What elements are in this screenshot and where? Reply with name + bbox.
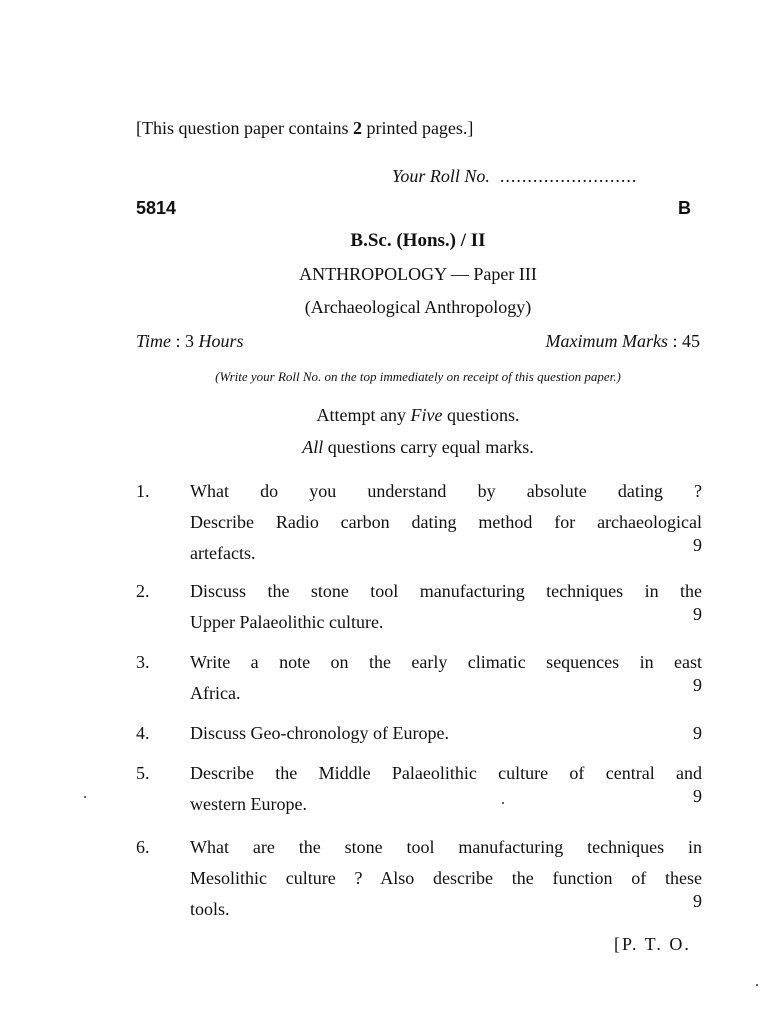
- course-title: B.Sc. (Hons.) / II: [350, 230, 486, 251]
- question-line: What do you understand by absolute dating ?: [190, 481, 702, 501]
- attempt-instruction: [0, 405, 768, 426]
- question-line: Discuss the stone tool manufacturing techniques in the: [190, 581, 702, 601]
- question-marks: 9: [693, 891, 702, 911]
- question-marks: 9: [693, 535, 702, 555]
- note-prefix: [This question paper contains: [136, 118, 349, 138]
- roll-number-line: [392, 166, 637, 187]
- question-line: artefacts.: [190, 543, 256, 563]
- scan-speck: [502, 802, 504, 804]
- question-number: 4.: [136, 723, 150, 743]
- equal-marks-instruction: [0, 437, 768, 458]
- question-text: [190, 758, 702, 820]
- question-line: Describe the Middle Palaeolithic culture of central and: [190, 763, 702, 783]
- marks-label: Maximum Marks: [545, 331, 668, 351]
- roll-label: Your Roll No.: [392, 166, 490, 186]
- roll-instruction: (Write your Roll No. on the top immediately on receipt of this question paper.): [215, 369, 621, 384]
- attempt-post: questions.: [442, 405, 520, 425]
- question-text: [190, 476, 702, 569]
- question-marks: 9: [693, 675, 702, 695]
- paper-title: (Archaeological Anthropology): [304, 297, 532, 317]
- question-line: Africa.: [190, 683, 241, 703]
- paper-code: 5814: [136, 198, 177, 218]
- question-text: [190, 832, 702, 925]
- pto-marker: [P. T. O.: [614, 934, 691, 954]
- scan-speck: [84, 796, 86, 798]
- note-suffix: printed pages.]: [366, 118, 474, 138]
- maximum-marks: [490, 331, 700, 352]
- attempt-em: Five: [410, 405, 443, 425]
- question-line: Mesolithic culture ? Also describe the function of these: [190, 868, 702, 888]
- question-text: [190, 718, 702, 749]
- question-text: [190, 647, 702, 709]
- question-number: 5.: [136, 763, 150, 783]
- question-marks: 9: [693, 604, 702, 624]
- question-line: What are the stone tool manufacturing techniques in: [190, 837, 702, 857]
- question-number: 2.: [136, 581, 150, 601]
- time-label: Time: [136, 331, 172, 351]
- scan-speck: [756, 984, 758, 986]
- page-count-note: [136, 118, 473, 139]
- question-line: Describe Radio carbon dating method for archaeological: [190, 512, 702, 532]
- question-text: [190, 576, 702, 638]
- note-count: 2: [352, 118, 362, 138]
- question-line: Discuss Geo-chronology of Europe.: [190, 723, 449, 743]
- time-allowed: [136, 331, 244, 352]
- attempt-pre: Attempt any: [316, 405, 411, 425]
- question-number: 6.: [136, 837, 150, 857]
- marks-value: : 45: [667, 331, 700, 351]
- question-line: tools.: [190, 899, 230, 919]
- question-line: Upper Palaeolithic culture.: [190, 612, 384, 632]
- question-line: western Europe.: [190, 794, 307, 814]
- question-line: Write a note on the early climatic sequences in east: [190, 652, 702, 672]
- time-unit: Hours: [198, 331, 244, 351]
- equal-post: questions carry equal marks.: [323, 437, 534, 457]
- question-marks: 9: [693, 723, 702, 743]
- paper-set: B: [678, 198, 691, 218]
- question-number: 3.: [136, 652, 150, 672]
- equal-em: All: [302, 437, 324, 457]
- question-marks: 9: [693, 786, 702, 806]
- time-sep: : 3: [171, 331, 199, 351]
- roll-dots: .........................: [499, 166, 638, 186]
- question-number: 1.: [136, 481, 150, 501]
- subject-title: ANTHROPOLOGY — Paper III: [299, 264, 537, 284]
